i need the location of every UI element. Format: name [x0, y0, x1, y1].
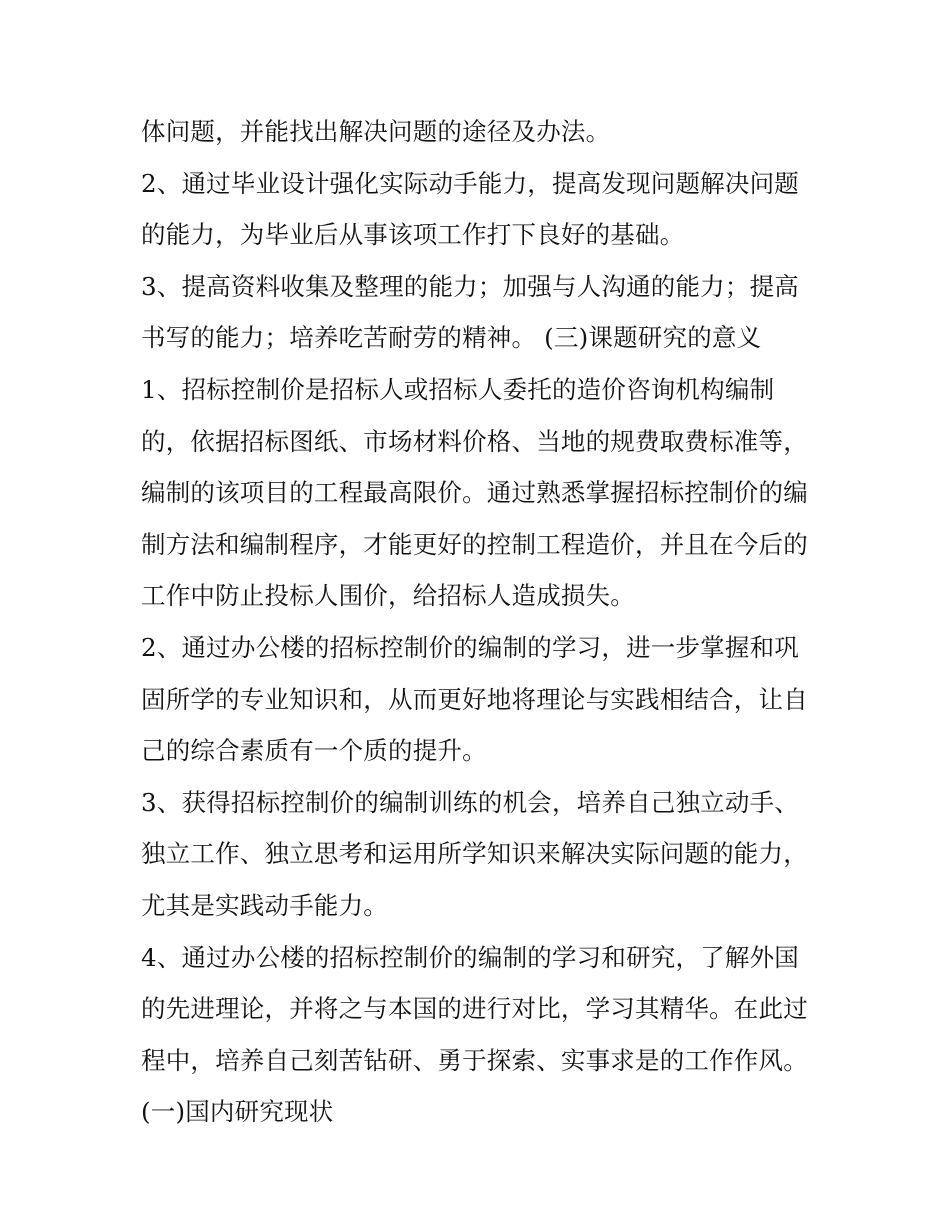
text-line-18: 的先进理论，并将之与本国的进行对比，学习其精华。在此过 — [141, 994, 808, 1024]
text-line-4: 3、提高资料收集及整理的能力；加强与人沟通的能力；提高 — [141, 271, 799, 301]
text-line-14: 3、获得招标控制价的编制训练的机会，培养自己独立动手、 — [141, 787, 799, 817]
text-line-5: 书写的能力；培养吃苦耐劳的精神。 (三)课题研究的意义 — [141, 323, 762, 353]
document-body — [141, 106, 821, 1138]
text-line-19: 程中，培养自己刻苦钻研、勇于探索、实事求是的工作作风。 — [141, 1045, 808, 1075]
text-line-16: 尤其是实践动手能力。 — [141, 890, 388, 920]
text-line-17: 4、通过办公楼的招标控制价的编制的学习和研究，了解外国 — [141, 942, 799, 972]
text-line-6: 1、招标控制价是招标人或招标人委托的造价咨询机构编制 — [141, 374, 775, 404]
text-line-11: 2、通过办公楼的招标控制价的编制的学习，进一步掌握和巩 — [141, 632, 799, 662]
text-line-10: 工作中防止投标人围价，给招标人造成损失。 — [141, 581, 635, 611]
section-heading: (一)国内研究现状 — [141, 1097, 334, 1127]
text-line-8: 编制的该项目的工程最高限价。通过熟悉掌握招标控制价的编 — [141, 478, 808, 508]
text-line-12: 固所学的专业知识和，从而更好地将理论与实践相结合，让自 — [141, 684, 808, 714]
text-line-9: 制方法和编制程序，才能更好的控制工程造价，并且在今后的 — [141, 529, 808, 559]
text-line-15: 独立工作、独立思考和运用所学知识来解决实际问题的能力， — [141, 839, 808, 869]
text-line-7: 的，依据招标图纸、市场材料价格、当地的规费取费标准等， — [141, 426, 808, 456]
text-line-1: 体问题，并能找出解决问题的途径及办法。 — [141, 117, 611, 146]
text-line-2: 2、通过毕业设计强化实际动手能力，提高发现问题解决问题 — [141, 168, 799, 198]
text-line-13: 己的综合素质有一个质的提升。 — [141, 736, 487, 766]
text-line-3: 的能力，为毕业后从事该项工作打下良好的基础。 — [141, 220, 685, 250]
